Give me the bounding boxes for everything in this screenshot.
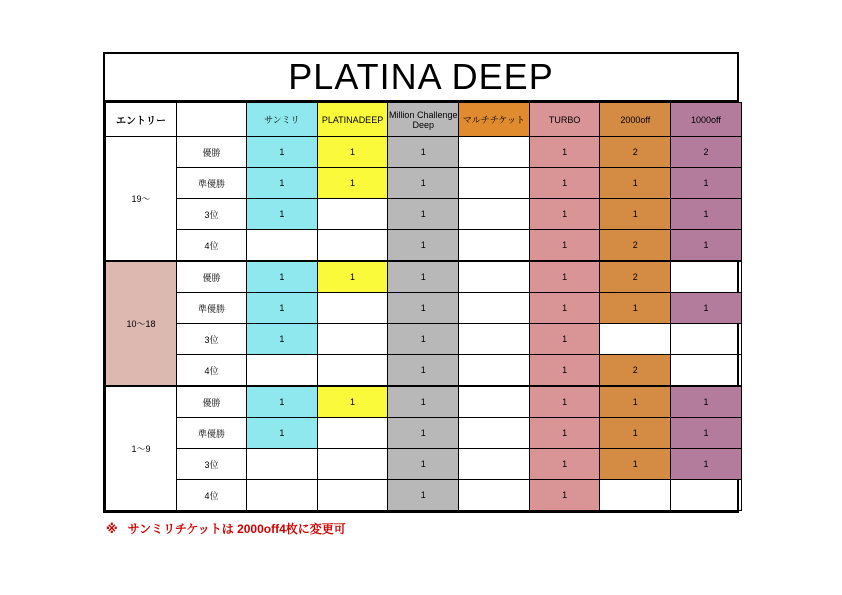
table-row xyxy=(106,386,742,418)
category-header: TURBO xyxy=(529,103,600,137)
prize-count-cell: 1 xyxy=(388,418,459,449)
prize-count-cell: 2 xyxy=(671,137,742,168)
prize-count-cell: 1 xyxy=(529,137,600,168)
prize-count-cell xyxy=(459,293,530,324)
prize-count-cell: 1 xyxy=(600,199,671,230)
category-header: サンミリ xyxy=(247,103,318,137)
prize-count-cell xyxy=(459,449,530,480)
header-row xyxy=(106,103,742,137)
prize-count-cell xyxy=(671,355,742,387)
category-header: 1000off xyxy=(671,103,742,137)
prize-count-cell: 1 xyxy=(317,168,388,199)
entry-header: エントリー xyxy=(106,103,177,137)
prize-count-cell xyxy=(459,230,530,262)
prize-count-cell: 1 xyxy=(529,449,600,480)
table-row xyxy=(106,168,742,199)
rank-label: 優勝 xyxy=(177,386,247,418)
table-row xyxy=(106,449,742,480)
prize-count-cell: 1 xyxy=(247,386,318,418)
prize-count-cell xyxy=(459,480,530,511)
prize-count-cell: 1 xyxy=(388,137,459,168)
prize-count-cell: 1 xyxy=(671,386,742,418)
category-header: PLATINADEEP xyxy=(317,103,388,137)
prize-count-cell: 1 xyxy=(317,137,388,168)
table-row xyxy=(106,480,742,511)
prize-count-cell xyxy=(459,386,530,418)
prize-count-cell xyxy=(459,355,530,387)
prize-count-cell: 1 xyxy=(600,386,671,418)
prize-count-cell: 1 xyxy=(388,324,459,355)
prize-count-cell xyxy=(247,230,318,262)
prize-count-cell: 1 xyxy=(388,199,459,230)
prize-count-cell xyxy=(459,418,530,449)
prize-count-cell: 1 xyxy=(529,480,600,511)
prize-count-cell: 2 xyxy=(600,355,671,387)
prize-count-cell xyxy=(459,137,530,168)
table-row xyxy=(106,418,742,449)
prize-count-cell: 1 xyxy=(388,480,459,511)
prize-count-cell xyxy=(459,261,530,293)
prize-count-cell: 1 xyxy=(388,168,459,199)
prize-count-cell: 1 xyxy=(388,355,459,387)
prize-count-cell xyxy=(247,355,318,387)
table-row xyxy=(106,261,742,293)
prize-sheet xyxy=(103,52,739,513)
prize-count-cell xyxy=(317,418,388,449)
prize-count-cell: 1 xyxy=(529,168,600,199)
prize-count-cell: 1 xyxy=(600,418,671,449)
table-row xyxy=(106,355,742,387)
entry-range-label: 1～9 xyxy=(106,386,177,511)
category-header: 2000off xyxy=(600,103,671,137)
prize-count-cell: 1 xyxy=(247,137,318,168)
prize-count-cell xyxy=(459,324,530,355)
prize-count-cell: 1 xyxy=(600,168,671,199)
rank-label: 準優勝 xyxy=(177,168,247,199)
prize-count-cell xyxy=(247,449,318,480)
rank-label: 3位 xyxy=(177,449,247,480)
prize-count-cell: 1 xyxy=(529,418,600,449)
prize-count-cell: 1 xyxy=(529,355,600,387)
prize-count-cell: 1 xyxy=(671,230,742,262)
prize-count-cell xyxy=(317,199,388,230)
prize-count-cell: 1 xyxy=(388,293,459,324)
reference-mark: ※ xyxy=(106,522,118,536)
prize-count-cell: 1 xyxy=(671,199,742,230)
prize-count-cell: 1 xyxy=(671,168,742,199)
prize-count-cell xyxy=(459,168,530,199)
table-row xyxy=(106,230,742,262)
rank-label: 3位 xyxy=(177,324,247,355)
rank-label: 4位 xyxy=(177,355,247,387)
rank-header xyxy=(177,103,247,137)
prize-count-cell: 2 xyxy=(600,230,671,262)
prize-count-cell: 1 xyxy=(317,261,388,293)
rank-label: 4位 xyxy=(177,230,247,262)
prize-count-cell: 1 xyxy=(600,449,671,480)
category-header: マルチチケット xyxy=(459,103,530,137)
prize-count-cell: 1 xyxy=(388,386,459,418)
rank-label: 3位 xyxy=(177,199,247,230)
prize-count-cell: 1 xyxy=(247,324,318,355)
rank-label: 準優勝 xyxy=(177,418,247,449)
prize-count-cell: 1 xyxy=(388,230,459,262)
prize-count-cell: 1 xyxy=(529,386,600,418)
rank-label: 優勝 xyxy=(177,137,247,168)
prize-count-cell: 1 xyxy=(388,261,459,293)
category-header: Million Challenge Deep xyxy=(388,103,459,137)
prize-count-cell: 1 xyxy=(529,293,600,324)
prize-count-cell: 1 xyxy=(247,293,318,324)
table-row xyxy=(106,137,742,168)
prize-count-cell xyxy=(317,293,388,324)
prize-count-cell xyxy=(317,324,388,355)
prize-count-cell xyxy=(317,230,388,262)
prize-count-cell: 2 xyxy=(600,137,671,168)
prize-count-cell: 1 xyxy=(671,418,742,449)
page-title: PLATINA DEEP xyxy=(105,54,737,102)
prize-count-cell xyxy=(247,480,318,511)
rank-label: 準優勝 xyxy=(177,293,247,324)
rank-label: 優勝 xyxy=(177,261,247,293)
prize-count-cell xyxy=(317,480,388,511)
prize-count-cell xyxy=(600,480,671,511)
prize-count-cell: 1 xyxy=(671,293,742,324)
table-row xyxy=(106,293,742,324)
prize-count-cell xyxy=(671,324,742,355)
prize-count-cell xyxy=(459,199,530,230)
footnote-text: サンミリチケットは 2000off4枚に変更可 xyxy=(127,522,346,536)
prize-count-cell: 1 xyxy=(247,261,318,293)
prize-count-cell: 1 xyxy=(671,449,742,480)
prize-count-cell: 1 xyxy=(247,168,318,199)
entry-range-label: 10～18 xyxy=(106,261,177,386)
prize-count-cell: 1 xyxy=(529,199,600,230)
prize-count-cell xyxy=(671,261,742,293)
prize-count-cell xyxy=(317,355,388,387)
prize-count-cell: 2 xyxy=(600,261,671,293)
prize-count-cell: 1 xyxy=(600,293,671,324)
prize-count-cell: 1 xyxy=(247,199,318,230)
entry-range-label: 19～ xyxy=(106,137,177,262)
prize-count-cell xyxy=(317,449,388,480)
prize-count-cell: 1 xyxy=(529,261,600,293)
prize-count-cell: 1 xyxy=(317,386,388,418)
table-row xyxy=(106,199,742,230)
table-body xyxy=(106,137,742,511)
prize-count-cell: 1 xyxy=(247,418,318,449)
prize-count-cell: 1 xyxy=(529,324,600,355)
prize-count-cell xyxy=(600,324,671,355)
prize-count-cell: 1 xyxy=(388,449,459,480)
table-row xyxy=(106,324,742,355)
footnote xyxy=(106,520,346,537)
prize-count-cell: 1 xyxy=(529,230,600,262)
prize-count-cell xyxy=(671,480,742,511)
prize-table xyxy=(105,102,742,511)
rank-label: 4位 xyxy=(177,480,247,511)
